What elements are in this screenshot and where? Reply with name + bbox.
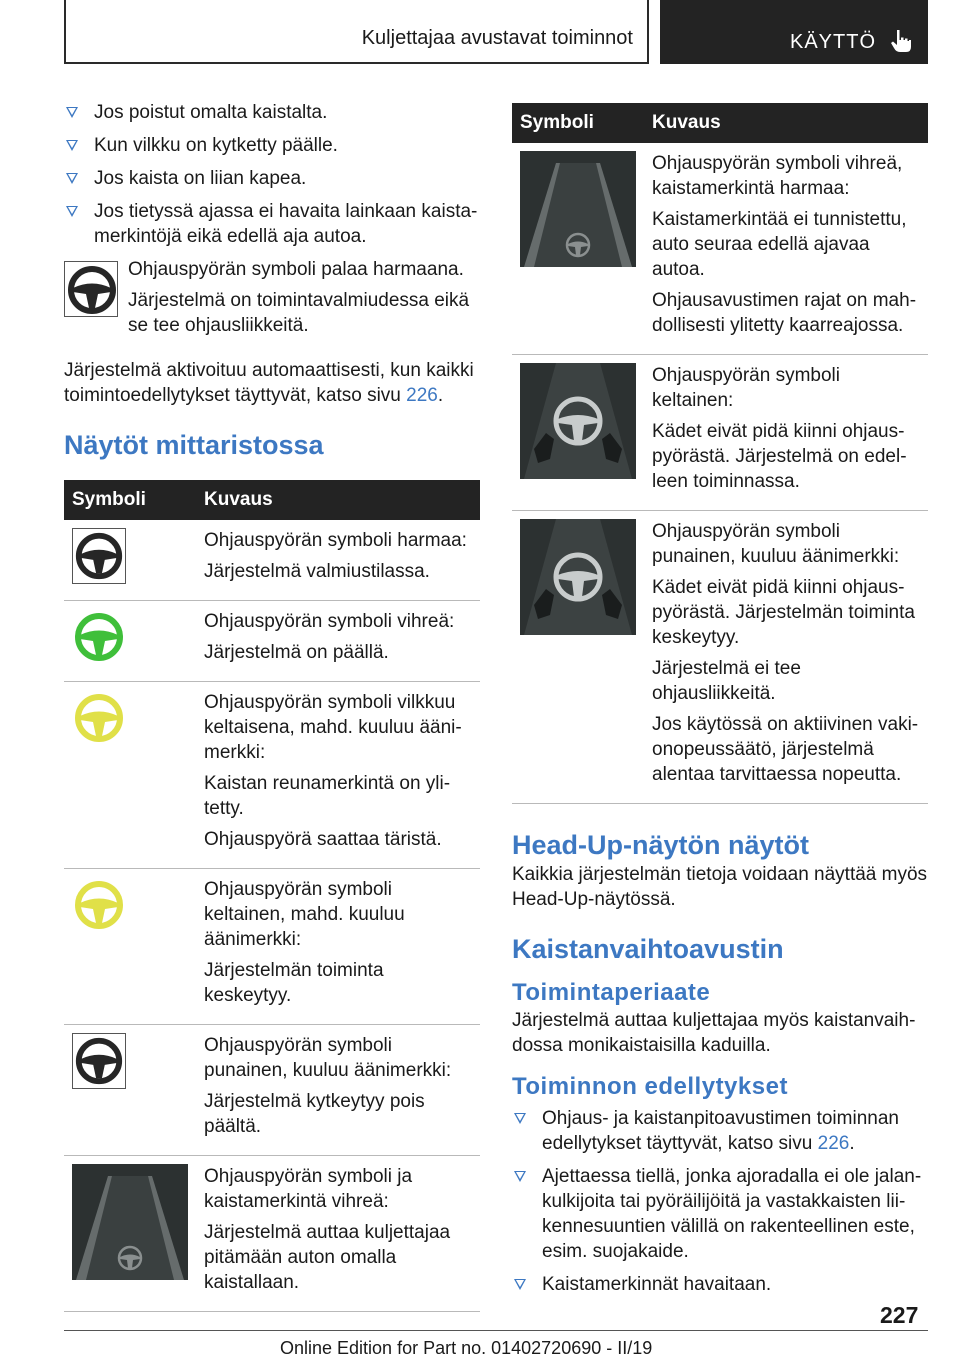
list-item: Jos tietyssä ajassa ei havaita lainkaan kaistamerkintöjä eikä edellä aja autoa. — [64, 199, 480, 249]
column-header-symbol: Symboli — [512, 103, 644, 143]
header-section-box — [64, 0, 649, 64]
table-row: Ohjauspyörän symboli punainen, kuuluu äänimerkki: Kädet eivät pidä kiinni ohjauspyörästä. Järjestelmän toiminta keskeytyy. Järjestelmä ei tee ohjausliikkeitä. Jos käytössä on aktiivinen vakionopeussäätö, järjestelmä alentaa tarvittaessa nopeutta. — [512, 511, 928, 804]
list-item: Ohjaus- ja kaistanpitoavustimen toiminnan edellytykset täyttyvät, katso sivu 226. — [512, 1106, 928, 1156]
steering-wheel-red-icon — [72, 1033, 126, 1089]
section-heading: Näytöt mittaristossa — [64, 430, 324, 460]
principle-text: Järjestelmä auttaa kuljettajaa myös kaistanvaihdossa monikaistaisilla kaduilla. — [512, 1010, 916, 1056]
header-chapter-box — [660, 0, 928, 64]
auto-activation-text: Järjestelmä aktivoituu automaattisesti, kun kaikki toimintoedellytykset täyttyvät, katso sivu 226. — [64, 360, 474, 406]
requirements-heading: Toiminnon edellytykset — [512, 1073, 788, 1100]
column-header-description: Kuvaus — [644, 103, 928, 143]
table-row: Ohjauspyörän symboli ja kaistamerkintä vihreä: Järjestelmä auttaa kuljettajaa pitämään auton omalla kaistallaan. — [64, 1156, 480, 1312]
left-column — [64, 100, 480, 1312]
table-row: Ohjauspyörän symboli keltainen, mahd. kuuluu äänimerkki: Järjestelmän toiminta keskeytyy. — [64, 869, 480, 1025]
column-header-symbol: Symboli — [64, 480, 196, 520]
triangle-bullet-icon — [66, 140, 78, 151]
hands-off-red-image — [520, 519, 636, 635]
page-link[interactable]: 226 — [817, 1133, 850, 1154]
steering-wheel-green-icon — [72, 609, 126, 665]
table-row: Ohjauspyörän symboli vilkkuu keltaisena, mahd. kuuluu äänimerkki: Kaistan reunamerkintä on ylitetty. Ohjauspyörä saattaa täristä. — [64, 682, 480, 869]
header-section-title: Kuljettajaa avustavat toiminnot — [361, 27, 633, 49]
requirements-list — [512, 1106, 928, 1297]
table-row: Ohjauspyörän symboli punainen, kuuluu äänimerkki: Järjestelmä kytkeytyy pois päältä. — [64, 1025, 480, 1156]
cluster-display-table-continued — [512, 103, 928, 804]
steering-wheel-grey-icon — [72, 528, 126, 584]
page-link[interactable]: 226 — [406, 385, 438, 406]
list-item: Ajettaessa tiellä, jonka ajoradalla ei ole jalankulkijoita tai pyöräilijöitä ja vastakkaisten liikennesuuntien välillä on rakenteellinen este, esim. suojakaide. — [512, 1164, 928, 1264]
steering-wheel-yellow-icon — [72, 690, 126, 746]
list-item: Kun vilkku on kytketty päälle. — [64, 133, 480, 158]
footer-divider — [64, 1330, 928, 1331]
lane-green-display-image — [72, 1164, 188, 1280]
triangle-bullet-icon — [514, 1279, 526, 1290]
standby-note — [64, 257, 480, 344]
hands-off-yellow-image — [520, 363, 636, 479]
standby-note-line: Järjestelmä on toimintavalmiudessa eikä se tee ohjausliikkeitä. — [128, 290, 470, 336]
steering-wheel-yellow-icon — [72, 877, 126, 933]
page-number: 227 — [880, 1302, 919, 1328]
principle-heading: Toimintaperiaate — [512, 979, 711, 1006]
column-header-description: Kuvaus — [196, 480, 480, 520]
lane-change-heading: Kaistanvaihtoavustin — [512, 934, 784, 964]
steering-wheel-grey-icon — [64, 261, 118, 317]
cluster-display-table — [64, 480, 480, 1312]
triangle-bullet-icon — [66, 107, 78, 118]
right-column — [512, 103, 928, 1305]
triangle-bullet-icon — [514, 1171, 526, 1182]
condition-list — [64, 100, 480, 249]
triangle-bullet-icon — [66, 206, 78, 217]
steering-wheel-icon — [65, 262, 119, 318]
table-row: Ohjauspyörän symboli harmaa: Järjestelmä valmiustilassa. — [64, 520, 480, 601]
lane-grey-display-image — [520, 151, 636, 267]
standby-note-line: Ohjauspyörän symboli palaa harmaana. — [128, 259, 464, 280]
header-chapter-title: KÄYTTÖ — [789, 31, 876, 53]
list-item: Jos kaista on liian kapea. — [64, 166, 480, 191]
table-row: Ohjauspyörän symboli vihreä: Järjestelmä on päällä. — [64, 601, 480, 682]
list-item: Kaistamerkinnät havaitaan. — [512, 1272, 928, 1297]
table-row: Ohjauspyörän symboli keltainen: Kädet eivät pidä kiinni ohjauspyörästä. Järjestelmä on edelleen toiminnassa. — [512, 355, 928, 511]
triangle-bullet-icon — [514, 1113, 526, 1124]
table-row: Ohjauspyörän symboli vihreä, kaistamerkintä harmaa: Kaistamerkintää ei tunnistettu, auto seuraa edellä ajavaa autoa. Ohjausavustimen rajat on mahdollisesti ylitetty kaarreajossa. — [512, 143, 928, 355]
pointing-hand-icon — [888, 28, 914, 54]
hud-heading: Head-Up-näytön näytöt — [512, 830, 809, 860]
edition-text: Online Edition for Part no. 01402720690 - II/19 — [280, 1338, 653, 1358]
list-item: Jos poistut omalta kaistalta. — [64, 100, 480, 125]
hud-text: Kaikkia järjestelmän tietoja voidaan näyttää myös Head-Up-näytössä. — [512, 864, 928, 910]
triangle-bullet-icon — [66, 173, 78, 184]
